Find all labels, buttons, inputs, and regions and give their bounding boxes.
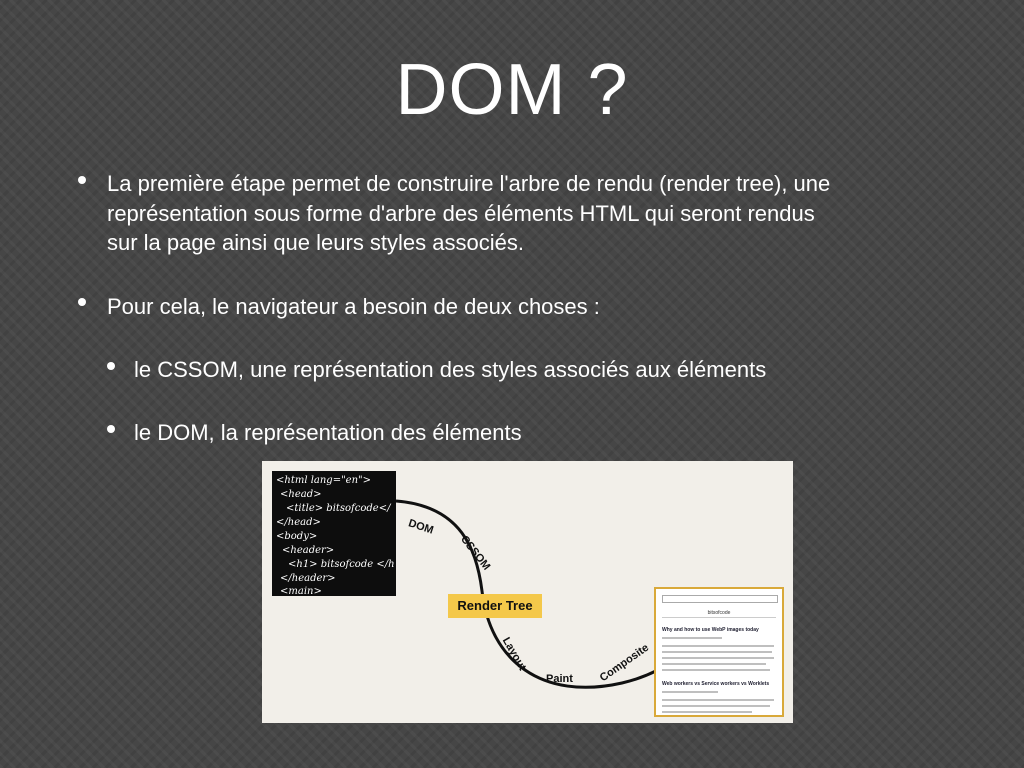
code-line: <html lang="en"> [276, 475, 372, 486]
code-line: <head> [280, 489, 322, 500]
slide-title: DOM ? [395, 50, 629, 130]
code-line: </head> [276, 517, 321, 528]
text-line [662, 651, 772, 653]
text-line [662, 663, 766, 665]
bullet-2-line-1: Pour cela, le navigateur a besoin de deux choses : [107, 294, 600, 319]
sub-bullet-dot-1 [107, 362, 115, 370]
html-code-box [272, 471, 396, 596]
sub-bullet-2: le DOM, la représentation des éléments [134, 420, 522, 445]
bullet-dot-1 [78, 176, 86, 184]
cssom-label: CSSOM [458, 533, 493, 573]
render-pipeline-figure [262, 461, 793, 723]
browser-header: bitsofcode [662, 609, 776, 618]
code-line: <title> bitsofcode</ [286, 503, 391, 514]
text-line [662, 645, 774, 647]
render-tree-box: Render Tree [448, 594, 542, 618]
bullet-1-line-3: sur la page ainsi que leurs styles associés. [107, 230, 524, 255]
bullet-dot-2 [78, 298, 86, 306]
bullet-1 [107, 169, 830, 258]
browser-address-bar [662, 595, 778, 603]
bullet-1-line-1: La première étape permet de construire l'arbre de rendu (render tree), une [107, 171, 831, 196]
text-line [662, 691, 718, 693]
code-line: <body> [276, 531, 318, 542]
text-line [662, 669, 770, 671]
code-line: <header> [282, 545, 335, 556]
article-title: Why and how to use WebP images today [662, 627, 759, 633]
text-line [662, 699, 774, 701]
text-line [662, 657, 774, 659]
paint-label: Paint [546, 673, 573, 685]
bullet-2 [107, 292, 600, 322]
text-line [662, 637, 722, 639]
dom-label: DOM [406, 517, 435, 537]
code-line: <h1> bitsofcode </h [288, 559, 395, 570]
layout-label: Layout [499, 635, 529, 673]
bullet-1-line-2: représentation sous forme d'arbre des éléments HTML qui seront rendus [107, 200, 815, 226]
sub-bullet-1: le CSSOM, une représentation des styles associés aux éléments [134, 357, 767, 382]
code-line: </header> [280, 573, 336, 584]
code-line: <main> [280, 586, 322, 597]
composite-label: Composite [597, 641, 652, 685]
text-line [662, 705, 770, 707]
sub-bullet-dot-2 [107, 425, 115, 433]
text-line [662, 711, 752, 713]
browser-window [654, 587, 784, 717]
article-title: Web workers vs Service workers vs Worklets [662, 681, 770, 687]
